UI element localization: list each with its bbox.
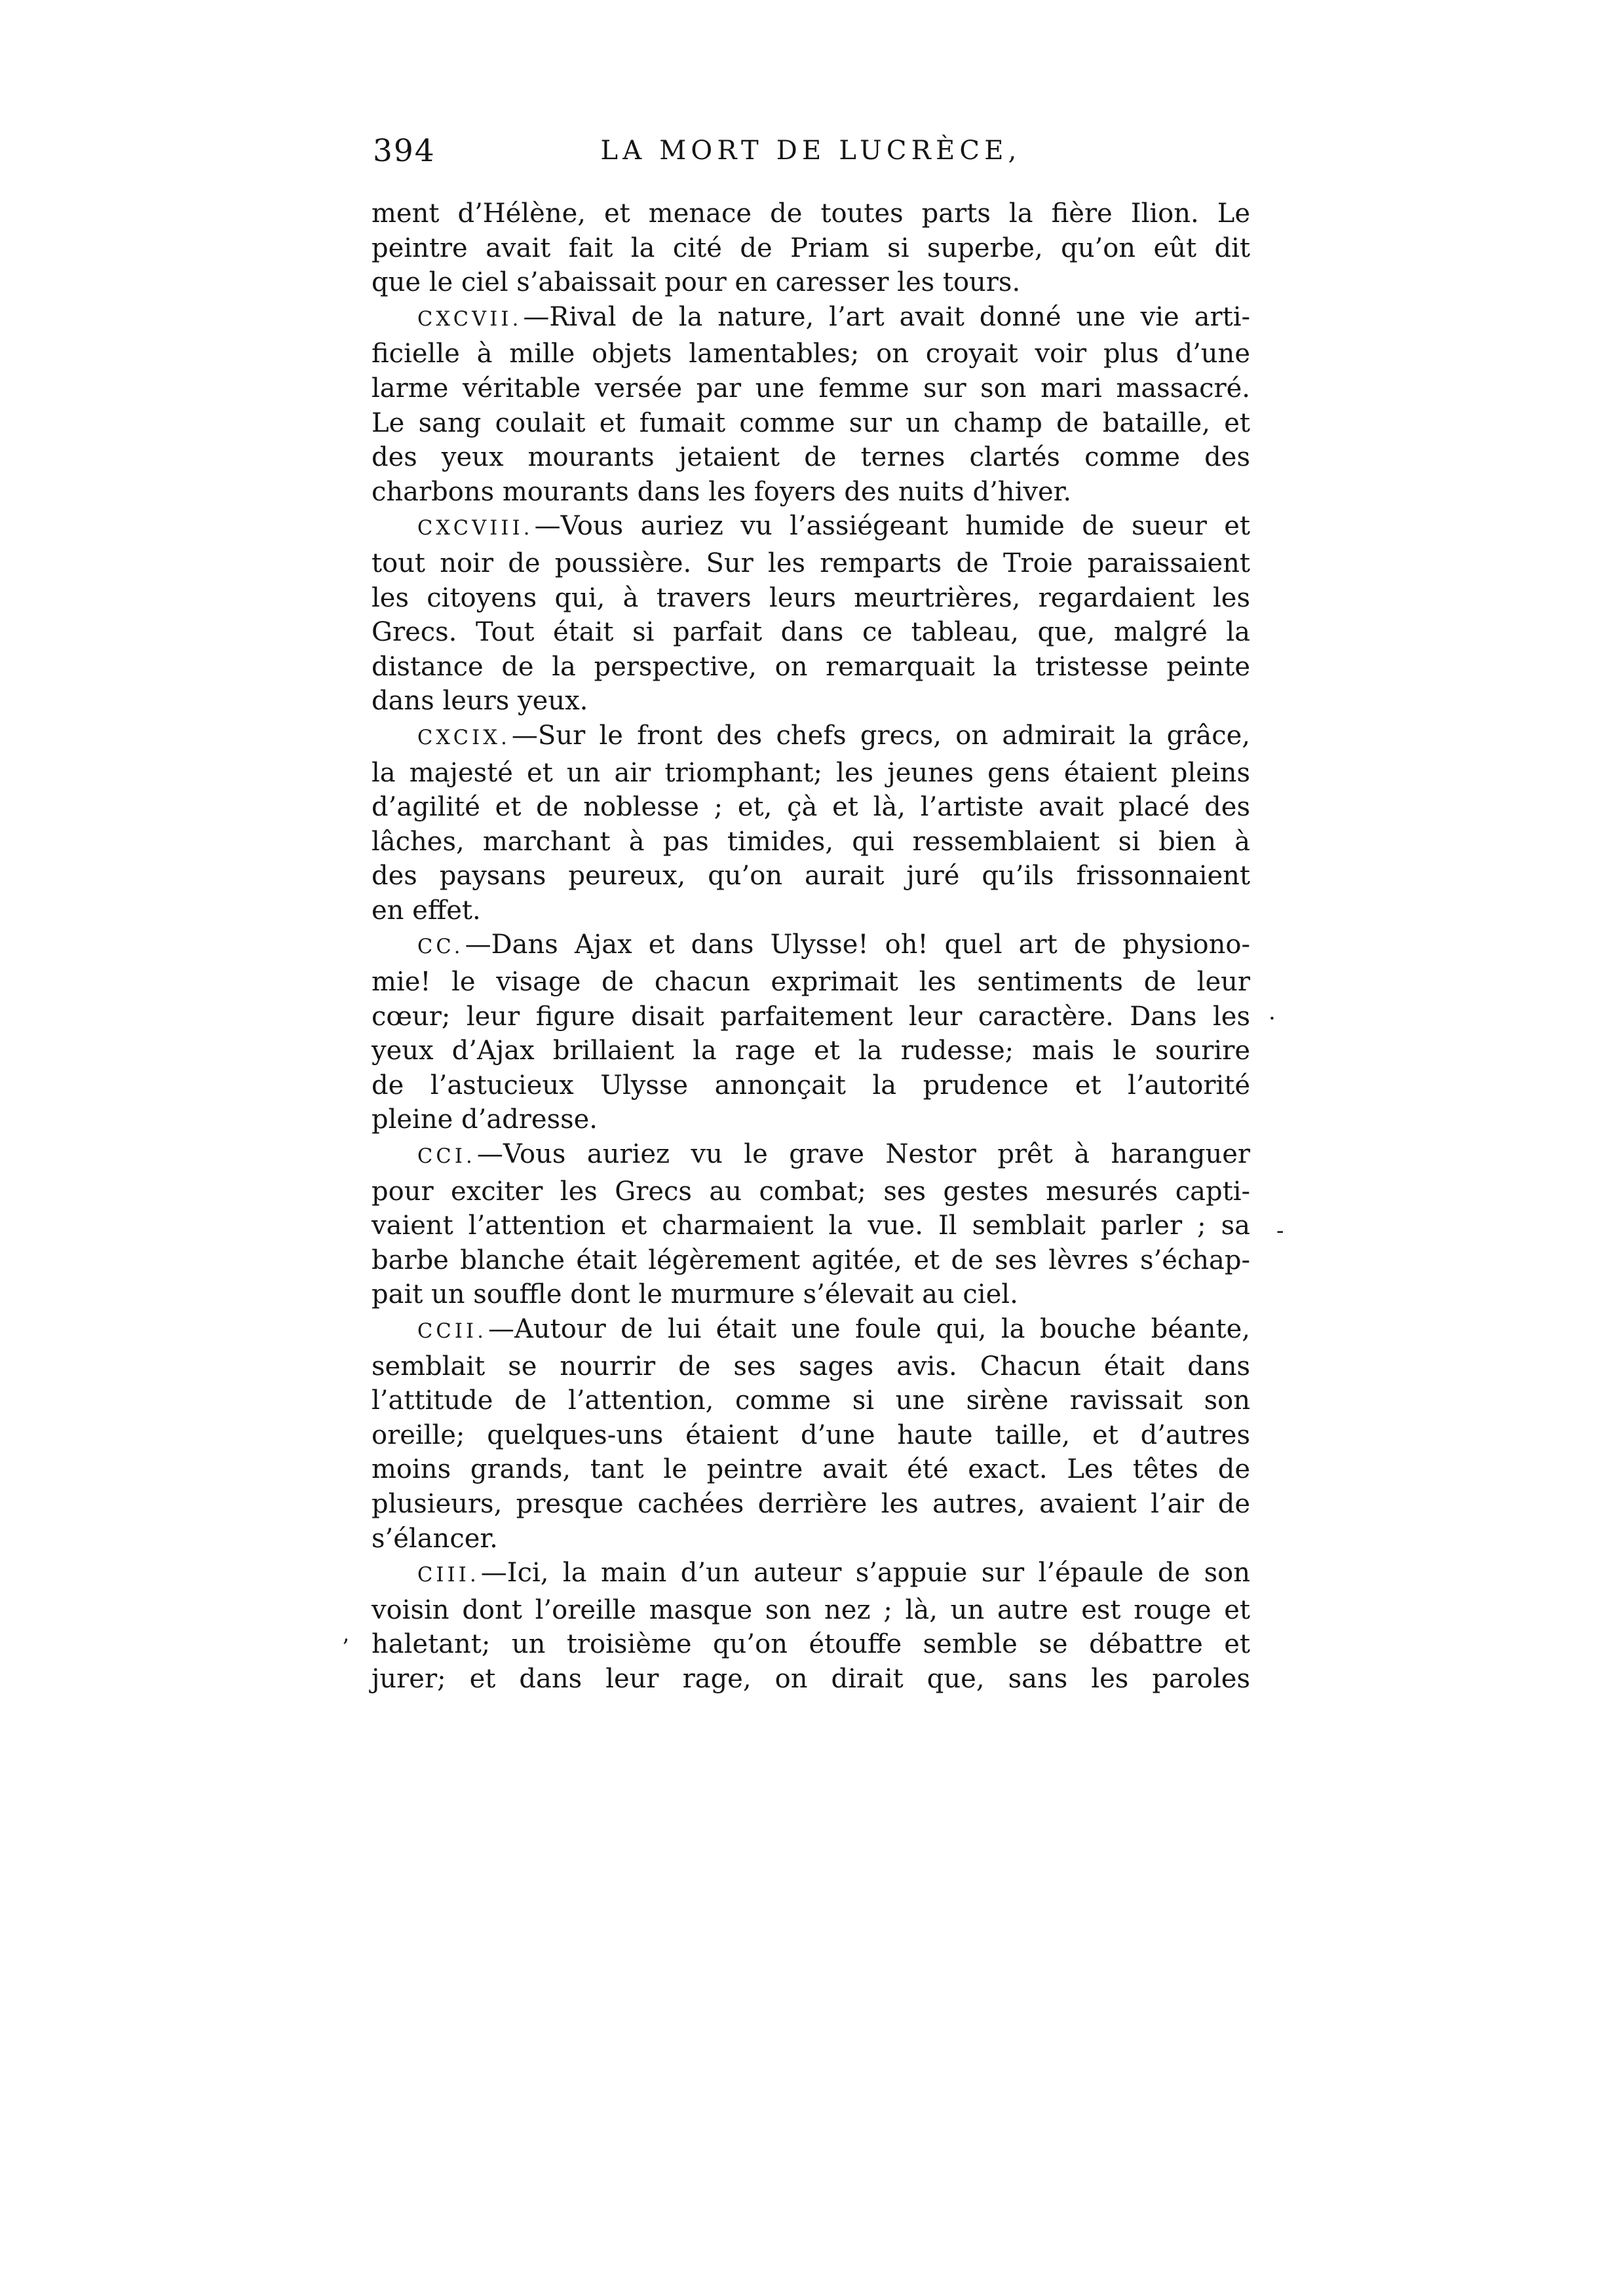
paragraph <box>372 719 1250 928</box>
margin-speck: - <box>1276 1218 1284 1244</box>
text-line: CC.—Dans Ajax et dans Ulysse! oh! quel art de physiono- <box>417 930 1250 960</box>
text-line: Grecs. Tout était si parfait dans ce tableau, que, malgré la <box>372 617 1250 648</box>
text-line: des paysans peureux, qu’on aurait juré qu’ils frissonnaient <box>372 861 1250 892</box>
text-line: les citoyens qui, à travers leurs meurtrières, regardaient les <box>372 582 1250 613</box>
text-line: dans leurs yeux. <box>372 686 588 717</box>
text-line: distance de la perspective, on remarquait la tristesse peinte <box>372 651 1250 682</box>
text-line: semblait se nourrir de ses sages avis. Chacun était dans <box>372 1351 1250 1382</box>
text-line: charbons mourants dans les foyers des nuits d’hiver. <box>372 476 1072 507</box>
paragraph <box>372 1556 1250 1696</box>
paragraph-number: CXCIX. <box>417 726 510 749</box>
paragraph <box>372 928 1250 1137</box>
text-line: de l’astucieux Ulysse annonçait la prudence et l’autorité <box>372 1070 1250 1101</box>
page-header <box>372 129 1250 172</box>
text-line: vaient l’attention et charmaient la vue. Il semblait parler ; sa <box>372 1211 1250 1241</box>
text-line: yeux d’Ajax brillaient la rage et la rudesse; mais le sourire <box>372 1036 1250 1066</box>
text-line: en effet. <box>372 895 481 926</box>
text-line: CIII.—Ici, la main d’un auteur s’appuie sur l’épaule de son <box>417 1558 1250 1589</box>
text-line: ficielle à mille objets lamentables; on croyait voir plus d’une <box>372 339 1250 369</box>
text-line: CXCIX.—Sur le front des chefs grecs, on admirait la grâce, <box>417 720 1250 751</box>
page-body <box>372 197 1250 1697</box>
paragraph-number: CCII. <box>417 1320 487 1343</box>
text-line: pleine d’adresse. <box>372 1104 598 1135</box>
text-line: l’attitude de l’attention, comme si une sirène ravissait son <box>372 1385 1250 1416</box>
paragraph-number: CXCVIII. <box>417 517 533 540</box>
text-line: la majesté et un air triomphant; les jeunes gens étaient pleins <box>372 757 1250 788</box>
text-line: tout noir de poussière. Sur les remparts de Troie paraissaient <box>372 548 1250 578</box>
text-line: oreille; quelques-uns étaient d’une haute taille, et d’autres <box>372 1420 1250 1450</box>
text-line: CCII.—Autour de lui était une foule qui, la bouche béante, <box>417 1314 1250 1344</box>
text-line: jurer; et dans leur rage, on dirait que, sans les paroles <box>372 1663 1250 1694</box>
paragraph-number: CIII. <box>417 1564 480 1587</box>
text-column <box>372 129 1250 1697</box>
text-line: d’agilité et de noblesse ; et, çà et là, l’artiste avait placé des <box>372 792 1250 823</box>
text-line: haletant; un troisième qu’on étouffe semble se débattre et <box>372 1629 1250 1660</box>
paragraph <box>372 300 1250 510</box>
running-title: LA MORT DE LUCRÈCE, <box>600 136 1022 166</box>
text-line: moins grands, tant le peintre avait été exact. Les têtes de <box>372 1454 1250 1485</box>
margin-speck: . <box>1269 999 1276 1025</box>
text-line: lâches, marchant à pas timides, qui ressemblaient si bien à <box>372 826 1250 857</box>
text-line: larme véritable versée par une femme sur son mari massacré. <box>372 373 1250 404</box>
text-line: des yeux mourants jetaient de ternes clartés comme des <box>372 442 1250 473</box>
text-line: mie! le visage de chacun exprimait les sentiments de leur <box>372 967 1250 998</box>
paragraph-number: CC. <box>417 935 464 959</box>
paragraph <box>372 509 1250 719</box>
page-number: 394 <box>373 133 436 169</box>
text-line: voisin dont l’oreille masque son nez ; là, un autre est rouge et <box>372 1594 1250 1625</box>
text-line: pait un souffle dont le murmure s’élevait au ciel. <box>372 1279 1018 1310</box>
text-line: CCI.—Vous auriez vu le grave Nestor prêt à haranguer <box>417 1139 1250 1170</box>
text-line: peintre avait fait la cité de Priam si superbe, qu’on eût dit <box>372 233 1250 263</box>
paragraph-number: CCI. <box>417 1145 476 1169</box>
text-line: Le sang coulait et fumait comme sur un champ de bataille, et <box>372 407 1250 438</box>
paragraph <box>372 197 1250 300</box>
text-line: CXCVIII.—Vous auriez vu l’assiégeant humide de sueur et <box>417 511 1250 542</box>
text-line: ment d’Hélène, et menace de toutes parts la fière Ilion. Le <box>372 198 1250 229</box>
paragraph <box>372 1312 1250 1556</box>
text-line: cœur; leur figure disait parfaitement leur caractère. Dans les <box>372 1001 1250 1032</box>
text-line: plusieurs, presque cachées derrière les autres, avaient l’air de <box>372 1488 1250 1519</box>
text-line: CXCVII.—Rival de la nature, l’art avait donné une vie arti- <box>417 301 1250 332</box>
text-line: pour exciter les Grecs au combat; ses gestes mesurés capti- <box>372 1176 1250 1207</box>
text-line: barbe blanche était légèrement agitée, et de ses lèvres s’échap- <box>372 1245 1250 1275</box>
margin-speck: ’ <box>342 1634 349 1661</box>
paragraph <box>372 1137 1250 1312</box>
text-line: s’élancer. <box>372 1523 498 1554</box>
text-line: que le ciel s’abaissait pour en caresser les tours. <box>372 267 1021 298</box>
paragraph-number: CXCVII. <box>417 307 522 331</box>
